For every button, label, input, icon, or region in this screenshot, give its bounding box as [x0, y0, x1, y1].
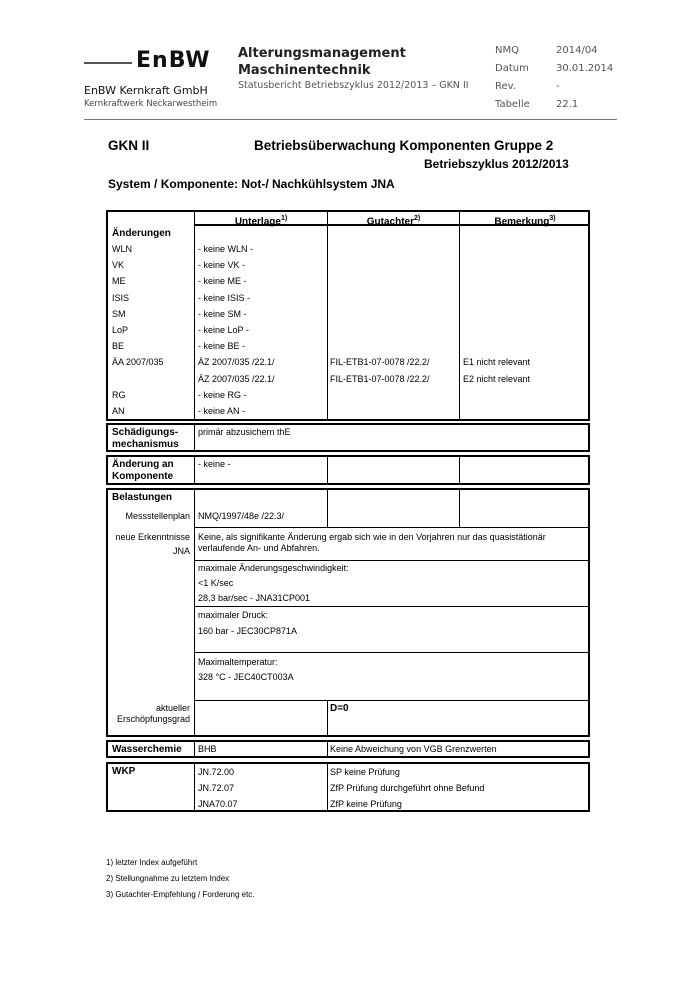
max-rate-value-1: <1 K/sec — [198, 578, 234, 588]
col-header-bemerkung — [460, 213, 590, 227]
footnote-ref: 2) — [414, 215, 421, 222]
col-divider — [459, 490, 460, 527]
damage-mechanism-box — [106, 423, 590, 452]
water-chemistry-label: Wasserchemie — [112, 744, 182, 755]
row-unterlage: - keine ME - — [198, 276, 247, 286]
col-divider — [459, 212, 460, 419]
col-divider — [327, 764, 328, 810]
footnote-ref: 3) — [549, 215, 556, 222]
component-change-value: - keine - — [198, 459, 231, 469]
meta-key-rev: Rev. — [495, 81, 516, 92]
fatigue-label — [117, 703, 190, 725]
row-label: ISIS — [112, 293, 130, 303]
row-unterlage: - keine ISIS - — [198, 293, 251, 303]
text-line: verlaufende An- und Abfahren. — [198, 543, 320, 553]
col-divider — [327, 700, 328, 735]
max-rate-value-2: 28,3 bar/sec - JNA31CP001 — [198, 593, 311, 603]
wkp-result: ZfP Prüfung durchgeführt ohne Befund — [330, 783, 485, 793]
logo-line — [84, 62, 132, 64]
meta-value-nmq: 2014/04 — [556, 45, 598, 56]
row-label: RG — [112, 390, 126, 400]
footnote-2: 2) Stellungnahme zu letztem Index — [106, 874, 230, 883]
label-line: Schädigungs- — [112, 427, 179, 438]
col-divider — [327, 212, 328, 419]
label-line: neue Erkenntnisse — [115, 532, 190, 542]
col-divider — [194, 764, 195, 810]
row-unterlage: - keine AN - — [198, 406, 246, 416]
col-header-gutachter — [328, 213, 459, 227]
col-header-bemerkung-text: Bemerkung — [494, 216, 550, 228]
wkp-result: SP keine Prüfung — [330, 767, 400, 777]
col-divider — [327, 742, 328, 756]
header-divider — [84, 119, 617, 120]
header-title-line2: Maschinentechnik — [238, 63, 371, 78]
measurement-plan-label: Messstellenplan — [125, 511, 190, 521]
row-label: VK — [112, 260, 125, 270]
label-line: Komponente — [112, 471, 174, 482]
plant-name: Kernkraftwerk Neckarwestheim — [84, 99, 218, 109]
section-aenderungen: Änderungen — [112, 228, 171, 239]
header-title-line1: Alterungsmanagement — [238, 46, 406, 61]
meta-key-tabelle: Tabelle — [495, 99, 530, 110]
wkp-code: JNA70.07 — [198, 799, 238, 809]
meta-value-datum: 30.01.2014 — [556, 63, 614, 74]
col-header-unterlage-text: Unterlage — [234, 216, 281, 228]
new-findings-value — [198, 532, 546, 554]
row-divider — [194, 700, 588, 701]
text-line: Keine, als signifikante Änderung ergab sich wie in den Vorjahren nur das quasistätionär — [198, 532, 546, 542]
row-unterlage: - keine VK - — [198, 260, 246, 270]
fatigue-value: D=0 — [330, 703, 349, 714]
wkp-label: WKP — [112, 766, 136, 777]
col-divider — [327, 490, 328, 527]
col-divider — [194, 457, 195, 483]
footnote-1: 1) letzter Index aufgeführt — [106, 858, 198, 867]
damage-mechanism-value: primär abzusichern thE — [198, 427, 291, 437]
row-unterlage: - keine SM - — [198, 309, 247, 319]
measurement-plan-value: NMQ/1997/48e /22.3/ — [198, 511, 285, 521]
row-gutachter: FIL-ETB1-07-0078 /22.2/ — [330, 357, 430, 367]
row-label: AN — [112, 406, 125, 416]
wkp-result: ZfP keine Prüfung — [330, 799, 402, 809]
meta-value-tabelle: 22.1 — [556, 99, 579, 110]
row-bemerkung: E1 nicht relevant — [463, 357, 531, 367]
col-header-gutachter-text: Gutachter — [366, 216, 414, 228]
label-line: Änderung an — [112, 459, 174, 470]
col-header-unterlage — [195, 213, 327, 227]
label-line: aktueller — [155, 703, 190, 713]
row-gutachter: FIL-ETB1-07-0078 /22.2/ — [330, 374, 430, 384]
loads-box — [106, 488, 590, 737]
header-subtitle: Statusbericht Betriebszyklus 2012/2013 – GKN II — [238, 80, 469, 91]
label-line: Erschöpfungsgrad — [116, 714, 190, 724]
water-chemistry-value-1: BHB — [198, 744, 217, 754]
footnote-3: 3) Gutachter-Empfehlung / Forderung etc. — [106, 890, 255, 899]
wkp-code: JN.72.07 — [198, 783, 235, 793]
water-chemistry-box — [106, 740, 590, 758]
changes-table — [106, 210, 590, 421]
col-divider — [194, 425, 195, 450]
row-label: BE — [112, 341, 125, 351]
row-label: LoP — [112, 325, 129, 335]
new-findings-label — [115, 532, 190, 557]
system-component: System / Komponente: Not-/ Nachkühlsystem JNA — [108, 177, 395, 191]
max-temp-value: 328 °C - JEC40CT003A — [198, 672, 294, 682]
col-divider — [459, 457, 460, 483]
loads-label: Belastungen — [112, 492, 173, 503]
header-title — [238, 45, 406, 79]
enbw-logo: EnBW — [136, 48, 211, 73]
max-rate-heading: maximale Änderungsgeschwindigkeit: — [198, 563, 349, 573]
max-pressure-value: 160 bar - JEC30CP871A — [198, 626, 298, 636]
company-name: EnBW Kernkraft GmbH — [84, 84, 208, 97]
row-label: SM — [112, 309, 126, 319]
label-line: mechanismus — [112, 439, 179, 450]
col-divider — [194, 742, 195, 756]
meta-key-datum: Datum — [495, 63, 529, 74]
row-unterlage: - keine RG - — [198, 390, 247, 400]
row-unterlage: ÄZ 2007/035 /22.1/ — [198, 374, 275, 384]
document-title: Betriebsüberwachung Komponenten Gruppe 2 — [254, 138, 554, 153]
col-divider — [194, 212, 195, 419]
col-divider — [327, 457, 328, 483]
row-divider — [194, 606, 588, 607]
wkp-code: JN.72.00 — [198, 767, 235, 777]
row-label: ME — [112, 276, 126, 286]
row-label: ÄA 2007/035 — [112, 357, 164, 367]
row-divider — [194, 652, 588, 653]
row-bemerkung: E2 nicht relevant — [463, 374, 531, 384]
max-temp-heading: Maximaltemperatur: — [198, 657, 278, 667]
damage-mechanism-label — [112, 427, 179, 451]
footnote-ref: 1) — [280, 215, 288, 222]
row-unterlage: - keine LoP - — [198, 325, 249, 335]
row-unterlage: - keine WLN - — [198, 244, 254, 254]
label-line: JNA — [172, 546, 190, 556]
operating-cycle: Betriebszyklus 2012/2013 — [424, 157, 569, 171]
row-divider — [194, 560, 588, 561]
meta-value-rev: - — [556, 81, 560, 92]
row-label: WLN — [112, 244, 132, 254]
unit-label: GKN II — [108, 138, 150, 153]
wkp-box — [106, 762, 590, 812]
meta-key-nmq: NMQ — [495, 45, 519, 56]
component-change-label — [112, 459, 174, 483]
water-chemistry-value-2: Keine Abweichung von VGB Grenzwerten — [330, 744, 497, 754]
row-divider — [194, 527, 588, 528]
max-pressure-heading: maximaler Druck: — [198, 610, 269, 620]
row-unterlage: - keine BE - — [198, 341, 246, 351]
row-unterlage: ÄZ 2007/035 /22.1/ — [198, 357, 275, 367]
component-change-box — [106, 455, 590, 485]
